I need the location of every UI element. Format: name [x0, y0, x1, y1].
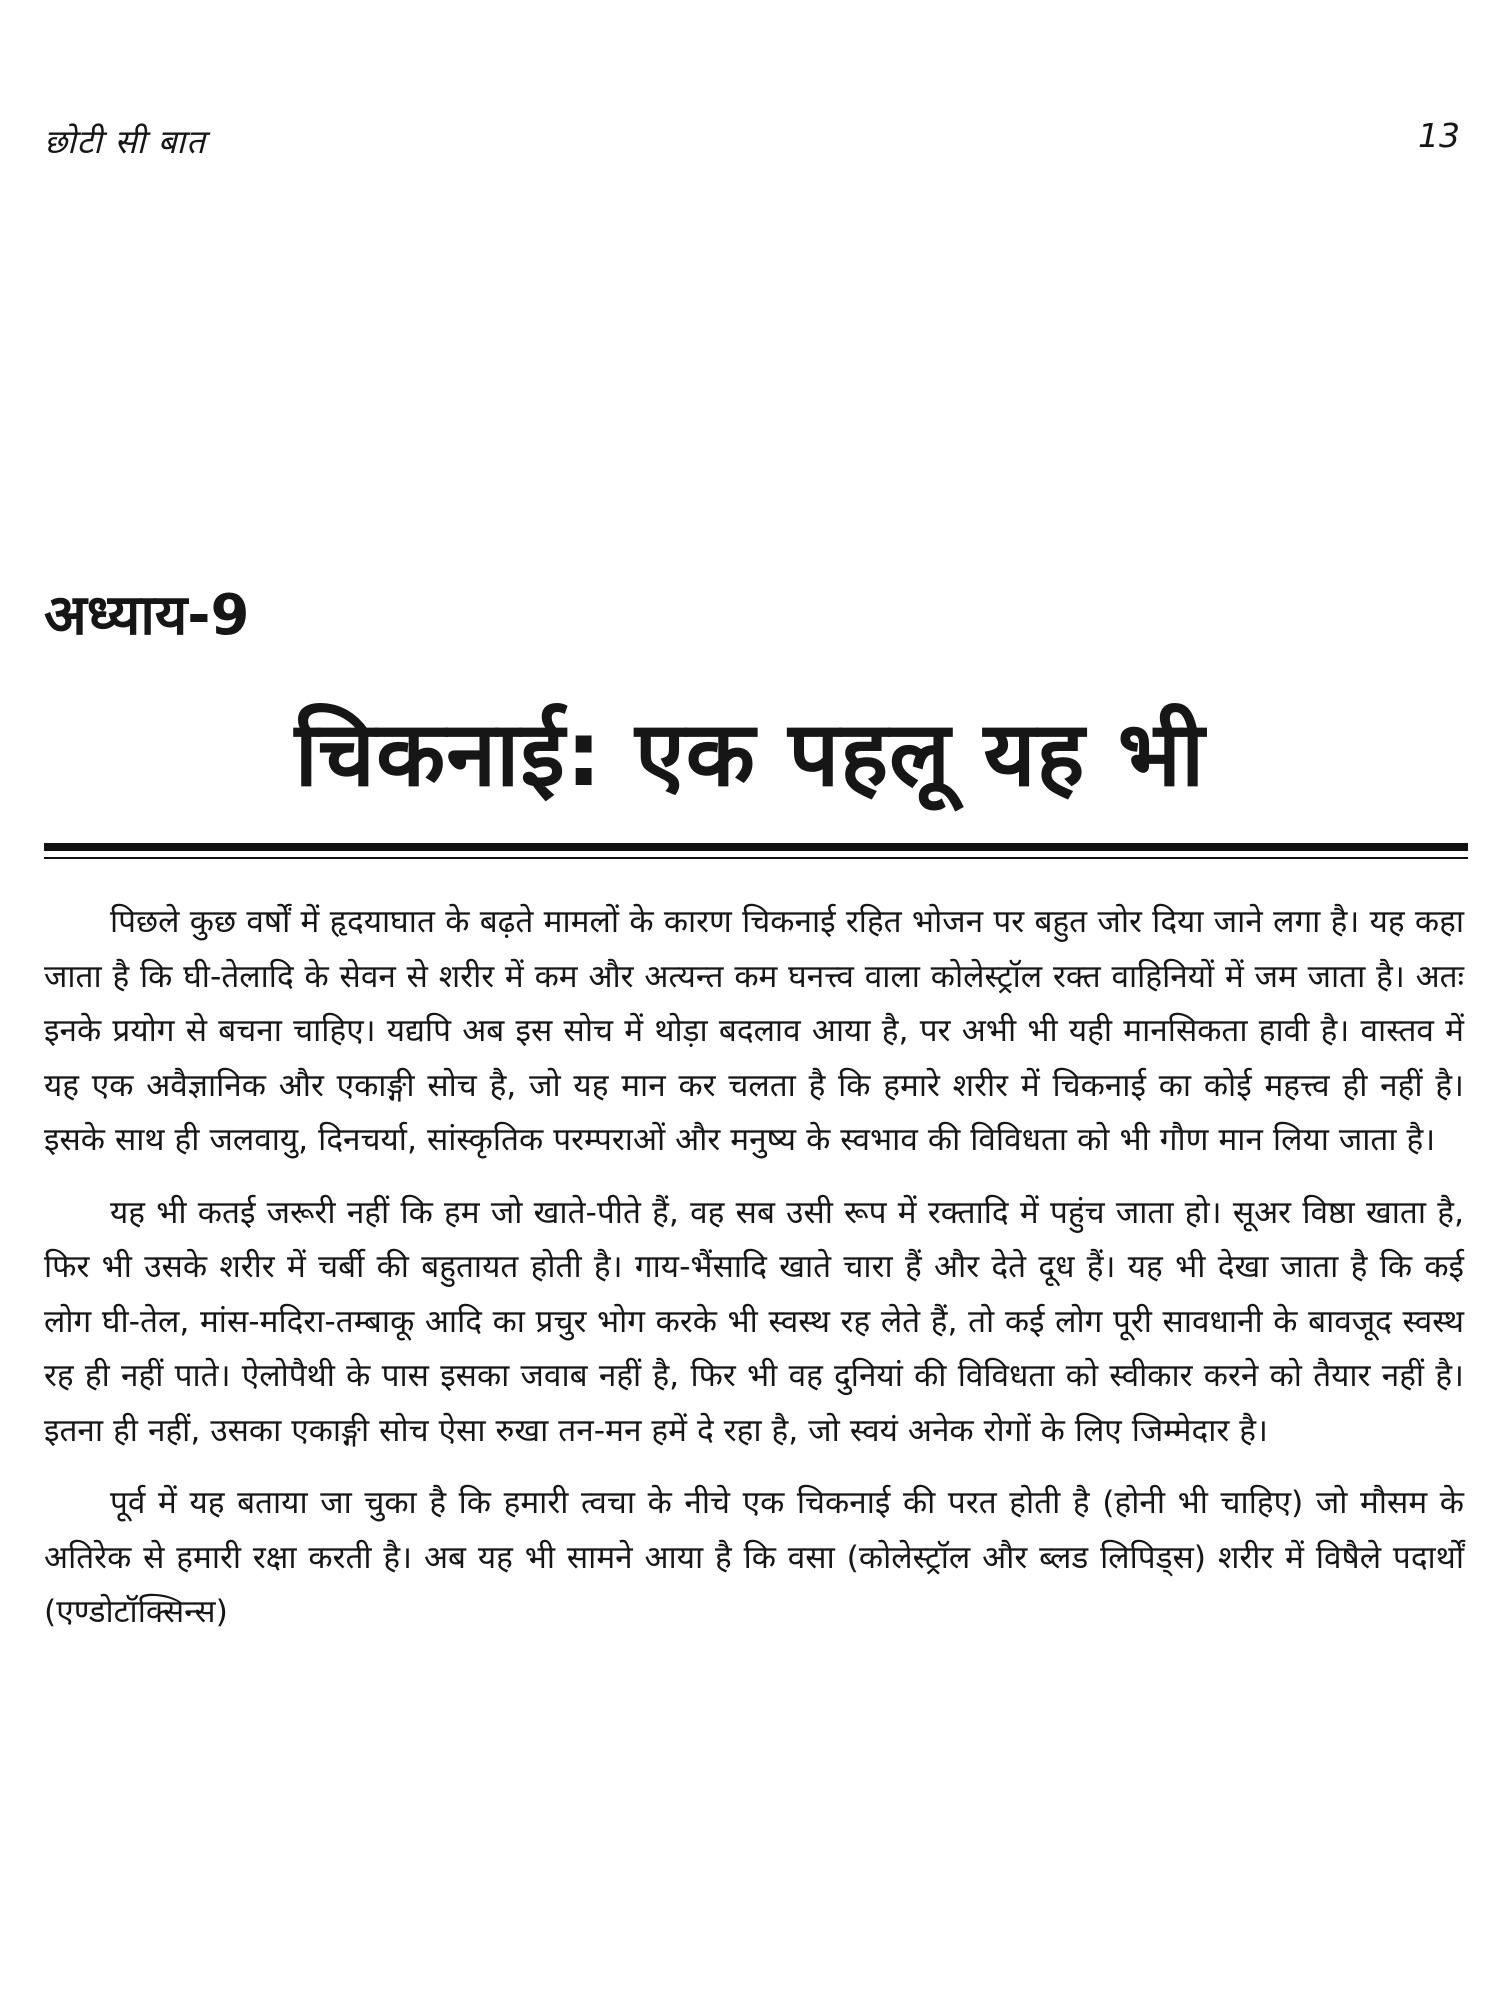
- paragraph: पिछले कुछ वर्षों में हृदयाघात के बढ़ते मामलों के कारण चिकनाई रहित भोजन पर बहुत जोर दिया जाने लगा है। यह कहा जाता है कि घी-तेलादि के सेवन से शरीर में कम और अत्यन्त कम घनत्त्व वाला कोलेस्ट्रॉल रक्त वाहिनियों में जम जाता है। अतः इनके प्रयोग से बचना चाहिए। यद्यपि अब इस सोच में थोड़ा बदलाव आया है, पर अभी भी यही मानसिकता हावी है। वास्तव में यह एक अवैज्ञानिक और एकाङ्गी सोच है, जो यह मान कर चलता है कि हमारे शरीर में चिकनाई का कोई महत्त्व ही नहीं है। इसके साथ ही जलवायु, दिनचर्या, सांस्कृतिक परम्पराओं और मनुष्य के स्वभाव की विविधता को भी गौण मान लिया जाता है।: [44, 904, 1464, 1158]
- page-number: 13: [1418, 116, 1460, 155]
- paragraph: पूर्व में यह बताया जा चुका है कि हमारी त्वचा के नीचे एक चिकनाई की परत होती है (होनी भी चाहिए) जो मौसम के अतिरेक से हमारी रक्षा करती है। अब यह भी सामने आया है कि वसा (कोलेस्ट्रॉल और ब्लड लिपिड्स) शरीर में विषैले पदार्थों (एण्डोटॉक्सिन्स): [44, 1485, 1464, 1630]
- paragraph: यह भी कतई जरूरी नहीं कि हम जो खाते-पीते हैं, वह सब उसी रूप में रक्तादि में पहुंच जाता हो। सूअर विष्ठा खाता है, फिर भी उसके शरीर में चर्बी की बहुतायत होती है। गाय-भैंसादि खाते चारा हैं और देते दूध हैं। यह भी देखा जाता है कि कई लोग घी-तेल, मांस-मदिरा-तम्बाकू आदि का प्रचुर भोग करके भी स्वस्थ रह लेते हैं, तो कई लोग पूरी सावधानी के बावजूद स्वस्थ रह ही नहीं पाते। ऐलोपैथी के पास इसका जवाब नहीं है, फिर भी वह दुनियां की विविधता को स्वीकार करने को तैयार नहीं है। इतना ही नहीं, उसका एकाङ्गी सोच ऐसा रुखा तन-मन हमें दे रहा है, जो स्वयं अनेक रोगों के लिए जिम्मेदार है।: [44, 1194, 1464, 1449]
- running-header-title: छोटी सी बात: [44, 122, 206, 161]
- title-rule-thin: [44, 857, 1468, 859]
- chapter-title: चिकनाई: एक पहलू यह भी: [294, 702, 1206, 807]
- chapter-label: अध्याय-9: [44, 583, 250, 648]
- title-rule-thick: [44, 843, 1468, 851]
- body-text: [44, 895, 1464, 1658]
